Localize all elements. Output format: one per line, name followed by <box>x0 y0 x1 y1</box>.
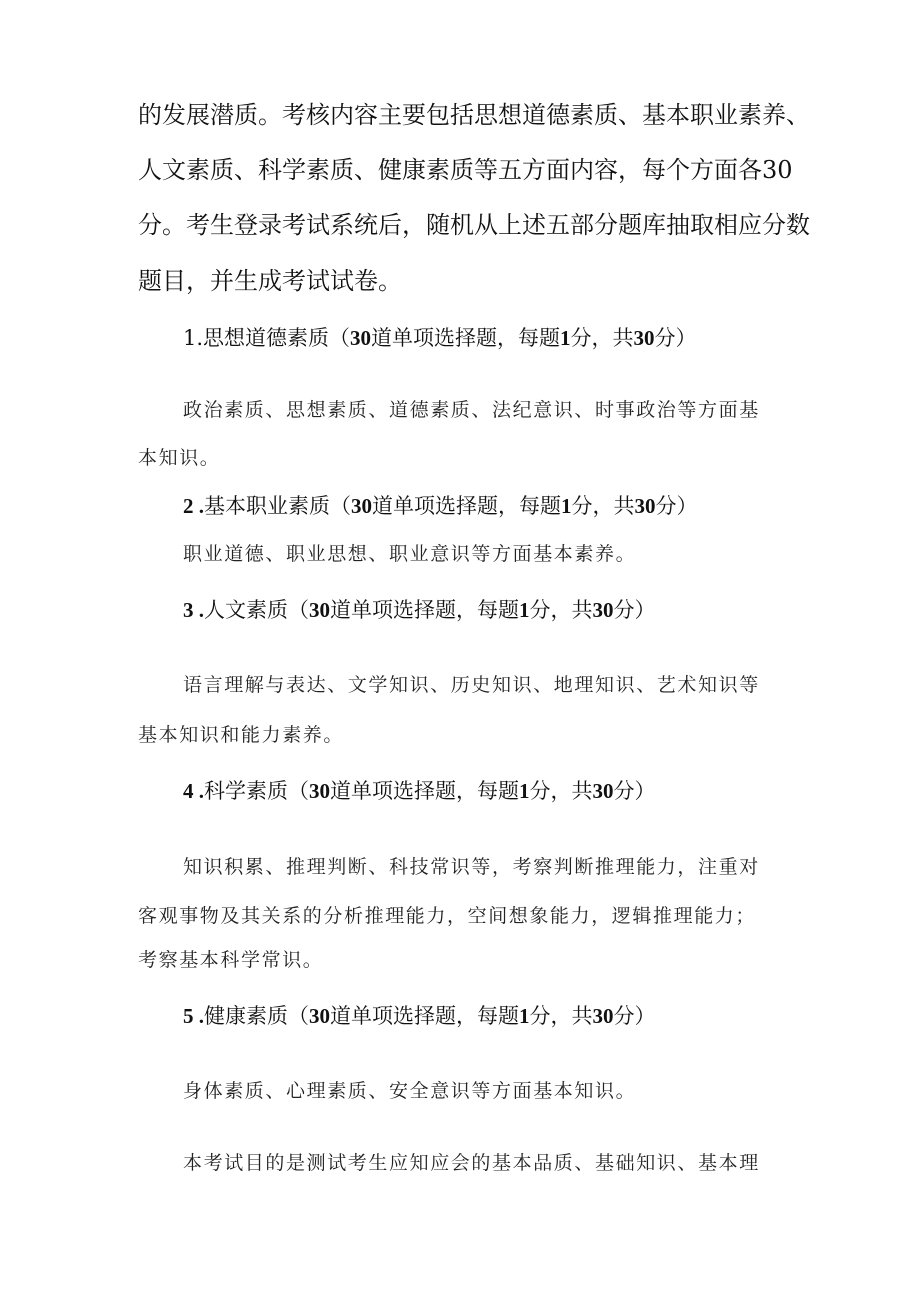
section-detail-text: 道单项选择题，每题 <box>330 779 519 803</box>
section-title: 科学素质（ <box>204 779 309 803</box>
question-count: 30 <box>309 598 330 622</box>
intro-line-3: 分。考生登录考试系统后，随机从上述五部分题库抽取相应分数 <box>138 211 810 239</box>
section-number: 4 . <box>183 779 204 803</box>
section-title: 人文素质（ <box>204 598 309 622</box>
closing-line-1: 本考试目的是测试考生应知应会的基本品质、基础知识、基本理 <box>183 1152 760 1174</box>
section-1-body-line-1: 政治素质、思想素质、道德素质、法纪意识、时事政治等方面基 <box>183 399 760 421</box>
intro-line-2: 人文素质、科学素质、健康素质等五方面内容，每个方面各30 <box>138 156 793 184</box>
section-4-body-line-3: 考察基本科学常识。 <box>138 949 324 971</box>
question-count: 30 <box>309 779 330 803</box>
section-title: 健康素质（ <box>204 1004 309 1028</box>
points-per-question: 1 <box>519 1004 530 1028</box>
section-detail-text: 分） <box>613 779 656 803</box>
section-detail-text: 分） <box>613 1004 656 1028</box>
section-1-heading <box>183 323 697 353</box>
section-detail-text: 分，共 <box>571 494 635 518</box>
section-3-body-line-2: 基本知识和能力素养。 <box>138 724 345 746</box>
points-per-question: 1 <box>519 779 530 803</box>
question-count: 30 <box>309 1004 330 1028</box>
section-detail-text: 分，共 <box>529 598 593 622</box>
points-per-question: 1 <box>519 598 530 622</box>
section-detail-text: 道单项选择题，每题 <box>330 1004 519 1028</box>
section-detail-text: 分，共 <box>529 779 593 803</box>
section-5-heading <box>183 1001 656 1031</box>
section-detail-text: 分） <box>613 598 656 622</box>
section-4-body-line-2: 客观事物及其关系的分析推理能力，空间想象能力，逻辑推理能力； <box>138 905 757 927</box>
section-title: 思想道德素质（ <box>203 326 351 350</box>
section-3-heading <box>183 595 656 625</box>
points-per-question: 1 <box>560 326 571 350</box>
section-detail-text: 分，共 <box>570 326 634 350</box>
section-1-body-line-2: 本知识。 <box>138 447 221 469</box>
question-count: 30 <box>351 494 372 518</box>
section-detail-text: 道单项选择题，每题 <box>330 598 519 622</box>
section-4-body-line-1: 知识积累、推理判断、科技常识等，考察判断推理能力，注重对 <box>183 856 760 878</box>
section-4-heading <box>183 776 656 806</box>
intro-line-4: 题目，并生成考试试卷。 <box>138 267 402 295</box>
question-count: 30 <box>350 326 372 350</box>
section-detail-text: 道单项选择题，每题 <box>371 326 561 350</box>
section-detail-text: 分） <box>654 326 697 350</box>
total-points: 30 <box>592 1004 614 1028</box>
section-number: 3 . <box>183 598 204 622</box>
section-number: 5 . <box>183 1004 204 1028</box>
total-points: 30 <box>592 779 614 803</box>
section-detail-text: 分） <box>655 494 698 518</box>
section-number: 1. <box>183 326 204 350</box>
section-2-body-line-1: 职业道德、职业思想、职业意识等方面基本素养。 <box>183 543 637 565</box>
section-2-heading <box>183 491 698 521</box>
section-3-body-line-1: 语言理解与表达、文学知识、历史知识、地理知识、艺术知识等 <box>183 674 760 696</box>
total-points: 30 <box>633 326 655 350</box>
section-title: 基本职业素质（ <box>204 494 351 518</box>
points-per-question: 1 <box>561 494 572 518</box>
intro-line-1: 的发展潜质。考核内容主要包括思想道德素质、基本职业素养、 <box>138 101 810 129</box>
section-detail-text: 分，共 <box>529 1004 593 1028</box>
section-detail-text: 道单项选择题，每题 <box>372 494 561 518</box>
section-number: 2 . <box>183 494 204 518</box>
section-5-body-line-1: 身体素质、心理素质、安全意识等方面基本知识。 <box>183 1080 637 1102</box>
total-points: 30 <box>592 598 614 622</box>
total-points: 30 <box>634 494 656 518</box>
